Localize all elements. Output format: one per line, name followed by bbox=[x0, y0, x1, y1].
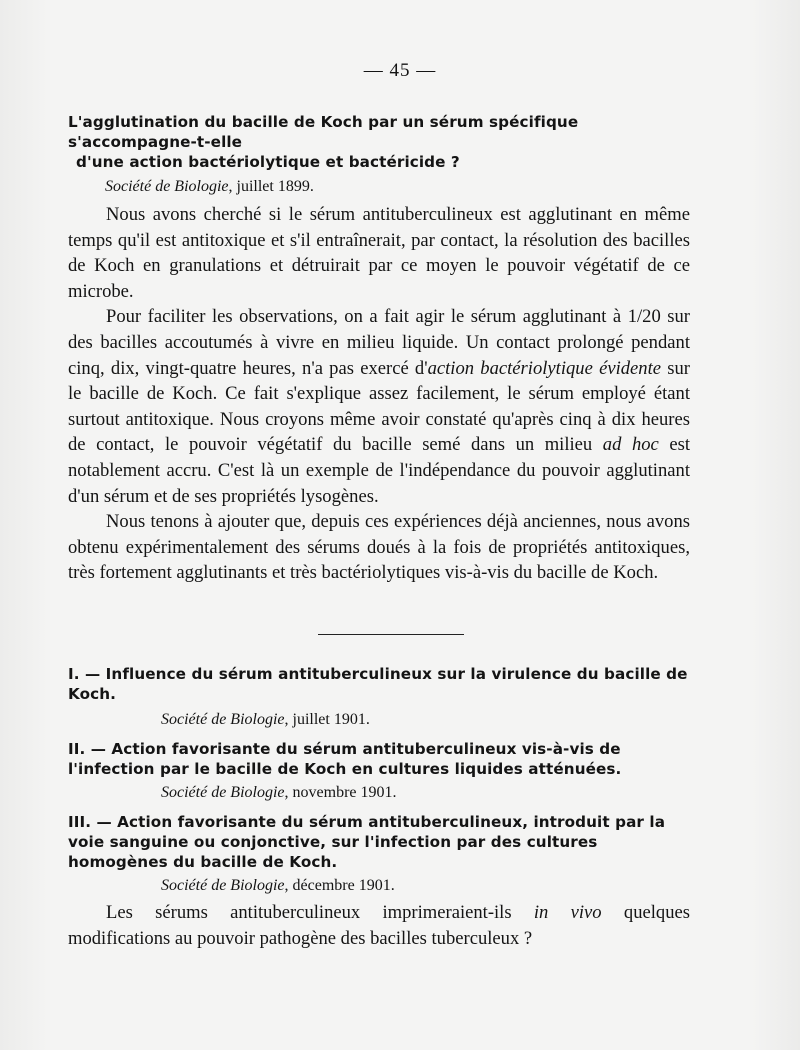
reference-item bbox=[68, 739, 700, 803]
reference-source bbox=[161, 783, 700, 803]
closing-text bbox=[68, 900, 690, 951]
reference-item bbox=[68, 812, 700, 896]
reference-journal: Société de Biologie bbox=[161, 784, 285, 801]
article-body bbox=[68, 202, 690, 586]
reference-journal: Société de Biologie bbox=[161, 711, 285, 728]
page-number: — 45 — bbox=[363, 60, 437, 81]
text-run: Pour faciliter les observations, on a fait agir le sérum agglutinant à 1/20 sur des bacilles accoutumés à vivre en milieu liquide. Un contact prolongé pendant cinq, dix, vingt-quatre heures, n'a pas exercé d' bbox=[68, 306, 690, 379]
article-source-date: , juillet 1899. bbox=[228, 178, 314, 195]
section-divider bbox=[318, 634, 464, 635]
text-run: est notablement accru. C'est là un exemple de l'indépendance du pouvoir agglutinant d'un sérum et de ses propriétés lysogènes. bbox=[68, 434, 691, 507]
text-run: sur le bacille de Koch. Ce fait s'explique assez facilement, le sérum employé étant surtout antitoxique. Nous croyons même avoir constaté qu'après cinq à dix heures de contact, le pouvoir végétatif du bacille semé dans un milieu bbox=[68, 357, 690, 456]
body-paragraph bbox=[68, 509, 690, 586]
article-title-line2: d'une action bactériolytique et bactéricide ? bbox=[76, 153, 460, 171]
reference-date: , décembre 1901. bbox=[284, 877, 395, 894]
italic-phrase: action bactériolytique évidente bbox=[427, 357, 662, 379]
article-source-journal: Société de Biologie bbox=[105, 178, 229, 195]
closing-post: quelques modifications au pouvoir pathogène des bacilles tuberculeux ? bbox=[68, 902, 690, 949]
reference-source bbox=[161, 710, 700, 730]
article-title bbox=[68, 112, 700, 172]
reference-source bbox=[161, 876, 700, 896]
body-paragraph bbox=[68, 304, 690, 509]
reference-date: , juillet 1901. bbox=[284, 711, 370, 728]
italic-phrase: ad hoc bbox=[602, 434, 659, 456]
reference-list bbox=[68, 664, 700, 905]
article-title-line1: L'agglutination du bacille de Koch par un sérum spécifique s'accompagne-t-elle bbox=[68, 113, 579, 151]
reference-title: II. — Action favorisante du sérum antituberculineux vis-à-vis de l'infection par le bacille de Koch en cultures liquides atténuées. bbox=[68, 740, 622, 778]
reference-title: I. — Influence du sérum antituberculineux sur la virulence du bacille de Koch. bbox=[68, 665, 688, 703]
closing-pre: Les sérums antituberculineux imprimeraient-ils bbox=[106, 902, 534, 923]
closing-paragraph bbox=[68, 900, 690, 951]
body-paragraph bbox=[68, 202, 690, 304]
text-run: Nous avons cherché si le sérum antituberculineux est agglutinant en même temps qu'il est antitoxique et s'il entraînerait, par contact, la résolution des bacilles de Koch en granulations et détruirait par ce moyen le pouvoir végétatif de ce microbe. bbox=[68, 204, 690, 302]
reference-item bbox=[68, 664, 700, 730]
reference-journal: Société de Biologie bbox=[161, 877, 285, 894]
text-run: Nous tenons à ajouter que, depuis ces expériences déjà anciennes, nous avons obtenu expérimentalement des sérums doués à la fois de propriétés antitoxiques, très fortement agglutinants et très bactériolytiques vis-à-vis du bacille de Koch. bbox=[68, 511, 690, 584]
article-header bbox=[68, 112, 700, 197]
reference-title: III. — Action favorisante du sérum antituberculineux, introduit par la voie sanguine ou conjonctive, sur l'infection par des cultures homogènes du bacille de Koch. bbox=[68, 813, 666, 871]
closing-italic: in vivo bbox=[533, 902, 602, 923]
reference-date: , novembre 1901. bbox=[284, 784, 397, 801]
article-source bbox=[105, 177, 700, 197]
